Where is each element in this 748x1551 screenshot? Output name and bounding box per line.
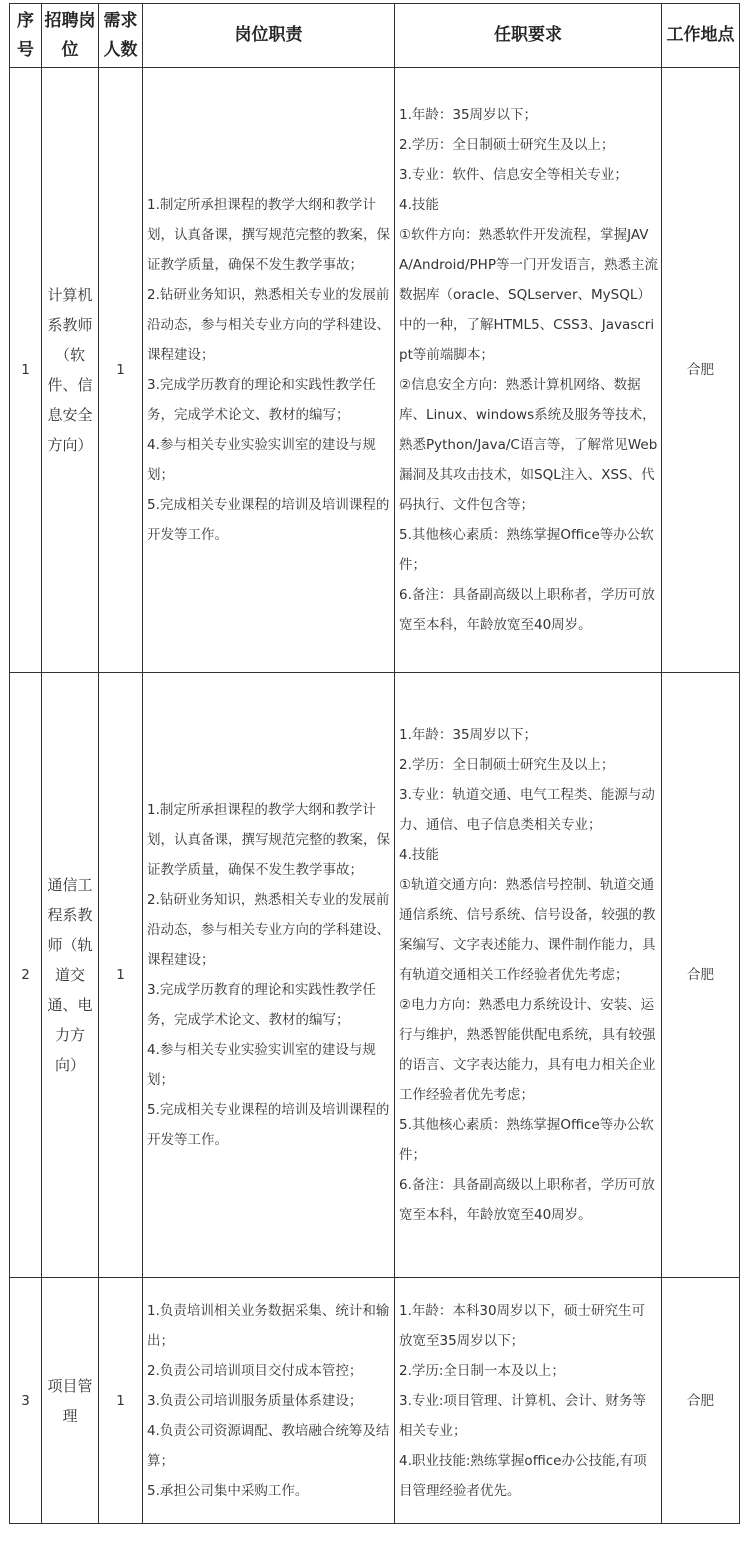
duty-item: 2.钻研业务知识，熟悉相关专业的发展前沿动态，参与相关专业方向的学科建设、课程建设； bbox=[147, 287, 390, 363]
duty-item: 5.完成相关专业课程的培训及培训课程的开发等工作。 bbox=[147, 1102, 390, 1148]
requirement-item: ①软件方向：熟悉软件开发流程，掌握JAVA/Android/PHP等一门开发语言，熟悉主流数据库（oracle、SQLserver、MySQL）中的一种，了解HTML5、CSS3、Javascript等前端脚本； bbox=[399, 227, 658, 363]
requirement-item: 3.专业:项目管理、计算机、会计、财务等相关专业； bbox=[399, 1392, 646, 1439]
table-row bbox=[10, 673, 740, 1278]
row-location: 合肥 bbox=[662, 673, 740, 1278]
requirement-item: 2.学历:全日制一本及以上； bbox=[399, 1362, 565, 1379]
requirement-item: 6.备注：具备副高级以上职称者，学历可放宽至本科，年龄放宽至40周岁。 bbox=[399, 587, 655, 633]
requirement-item: 1.年龄：35周岁以下； bbox=[399, 727, 538, 743]
row-count: 1 bbox=[99, 673, 143, 1278]
duty-item: 1.制定所承担课程的教学大纲和教学计划，认真备课，撰写规范完整的教案，保证教学质量，确保不发生教学事故； bbox=[147, 802, 390, 878]
requirement-item: 3.专业：轨道交通、电气工程类、能源与动力、通信、电子信息类相关专业； bbox=[399, 787, 655, 833]
row-no: 2 bbox=[10, 673, 42, 1278]
requirement-item: 1.年龄：本科30周岁以下，硕士研究生可放宽至35周岁以下； bbox=[399, 1302, 646, 1349]
row-duties bbox=[143, 1278, 395, 1524]
header-count: 需求人数 bbox=[99, 4, 143, 68]
requirement-item: 2.学历：全日制硕士研究生及以上； bbox=[399, 757, 615, 773]
duty-item: 5.承担公司集中采购工作。 bbox=[147, 1482, 309, 1499]
duty-item: 3.完成学历教育的理论和实践性教学任务，完成学术论文、教材的编写； bbox=[147, 377, 376, 423]
header-position: 招聘岗位 bbox=[42, 4, 99, 68]
duty-item: 4.参与相关专业实验实训室的建设与规划； bbox=[147, 1042, 376, 1088]
row-no: 1 bbox=[10, 68, 42, 673]
row-requirements bbox=[395, 673, 662, 1278]
row-requirements bbox=[395, 68, 662, 673]
duty-item: 3.完成学历教育的理论和实践性教学任务，完成学术论文、教材的编写； bbox=[147, 982, 376, 1028]
row-no: 3 bbox=[10, 1278, 42, 1524]
row-location: 合肥 bbox=[662, 1278, 740, 1524]
requirement-item: 5.其他核心素质：熟练掌握Office等办公软件； bbox=[399, 527, 654, 573]
requirement-item: 6.备注：具备副高级以上职称者，学历可放宽至本科，年龄放宽至40周岁。 bbox=[399, 1177, 655, 1223]
duty-item: 2.钻研业务知识，熟悉相关专业的发展前沿动态，参与相关专业方向的学科建设、课程建设； bbox=[147, 892, 390, 968]
requirement-item: 4.职业技能:熟练掌握office办公技能,有项目管理经验者优先。 bbox=[399, 1452, 647, 1499]
requirement-item: ①轨道交通方向：熟悉信号控制、轨道交通通信系统、信号系统、信号设备，较强的教案编写、文字表述能力、课件制作能力，具有轨道交通相关工作经验者优先考虑； bbox=[399, 877, 656, 983]
row-requirements bbox=[395, 1278, 662, 1524]
row-count: 1 bbox=[99, 1278, 143, 1524]
table-row bbox=[10, 68, 740, 673]
table-row bbox=[10, 1278, 740, 1524]
requirement-item: 5.其他核心素质：熟练掌握Office等办公软件； bbox=[399, 1117, 654, 1163]
row-count: 1 bbox=[99, 68, 143, 673]
duty-item: 4.参与相关专业实验实训室的建设与规划； bbox=[147, 437, 376, 483]
requirement-item: 3.专业：软件、信息安全等相关专业； bbox=[399, 167, 628, 183]
header-duties: 岗位职责 bbox=[143, 4, 395, 68]
header-row bbox=[10, 4, 740, 68]
row-duties bbox=[143, 673, 395, 1278]
duty-item: 1.负责培训相关业务数据采集、统计和输出； bbox=[147, 1302, 390, 1349]
row-location: 合肥 bbox=[662, 68, 740, 673]
header-no: 序号 bbox=[10, 4, 42, 68]
row-position: 计算机系教师（软件、信息安全方向） bbox=[42, 68, 99, 673]
header-location: 工作地点 bbox=[662, 4, 740, 68]
requirement-item: ②信息安全方向：熟悉计算机网络、数据库、Linux、windows系统及服务等技术，熟悉Python/Java/C语言等，了解常见Web漏洞及其攻击技术，如SQL注入、XSS、代码执行、文件包含等； bbox=[399, 377, 658, 513]
duty-item: 2.负责公司培训项目交付成本管控； bbox=[147, 1362, 363, 1379]
job-table bbox=[9, 3, 740, 1524]
row-duties bbox=[143, 68, 395, 673]
duty-item: 5.完成相关专业课程的培训及培训课程的开发等工作。 bbox=[147, 497, 390, 543]
requirement-item: ②电力方向：熟悉电力系统设计、安装、运行与维护，熟悉智能供配电系统，具有较强的语言、文字表达能力，具有电力相关企业工作经验者优先考虑； bbox=[399, 997, 656, 1103]
row-position: 通信工程系教师（轨道交通、电力方向） bbox=[42, 673, 99, 1278]
duty-item: 4.负责公司资源调配、教培融合统筹及结算； bbox=[147, 1422, 390, 1469]
row-position: 项目管理 bbox=[42, 1278, 99, 1524]
duty-item: 3.负责公司培训服务质量体系建设； bbox=[147, 1392, 363, 1409]
header-requirements: 任职要求 bbox=[395, 4, 662, 68]
requirement-item: 2.学历：全日制硕士研究生及以上； bbox=[399, 137, 615, 153]
requirement-item: 1.年龄：35周岁以下； bbox=[399, 107, 538, 123]
requirement-item: 4.技能 bbox=[399, 847, 439, 863]
requirement-item: 4.技能 bbox=[399, 197, 439, 213]
duty-item: 1.制定所承担课程的教学大纲和教学计划，认真备课，撰写规范完整的教案，保证教学质量，确保不发生教学事故； bbox=[147, 197, 390, 273]
